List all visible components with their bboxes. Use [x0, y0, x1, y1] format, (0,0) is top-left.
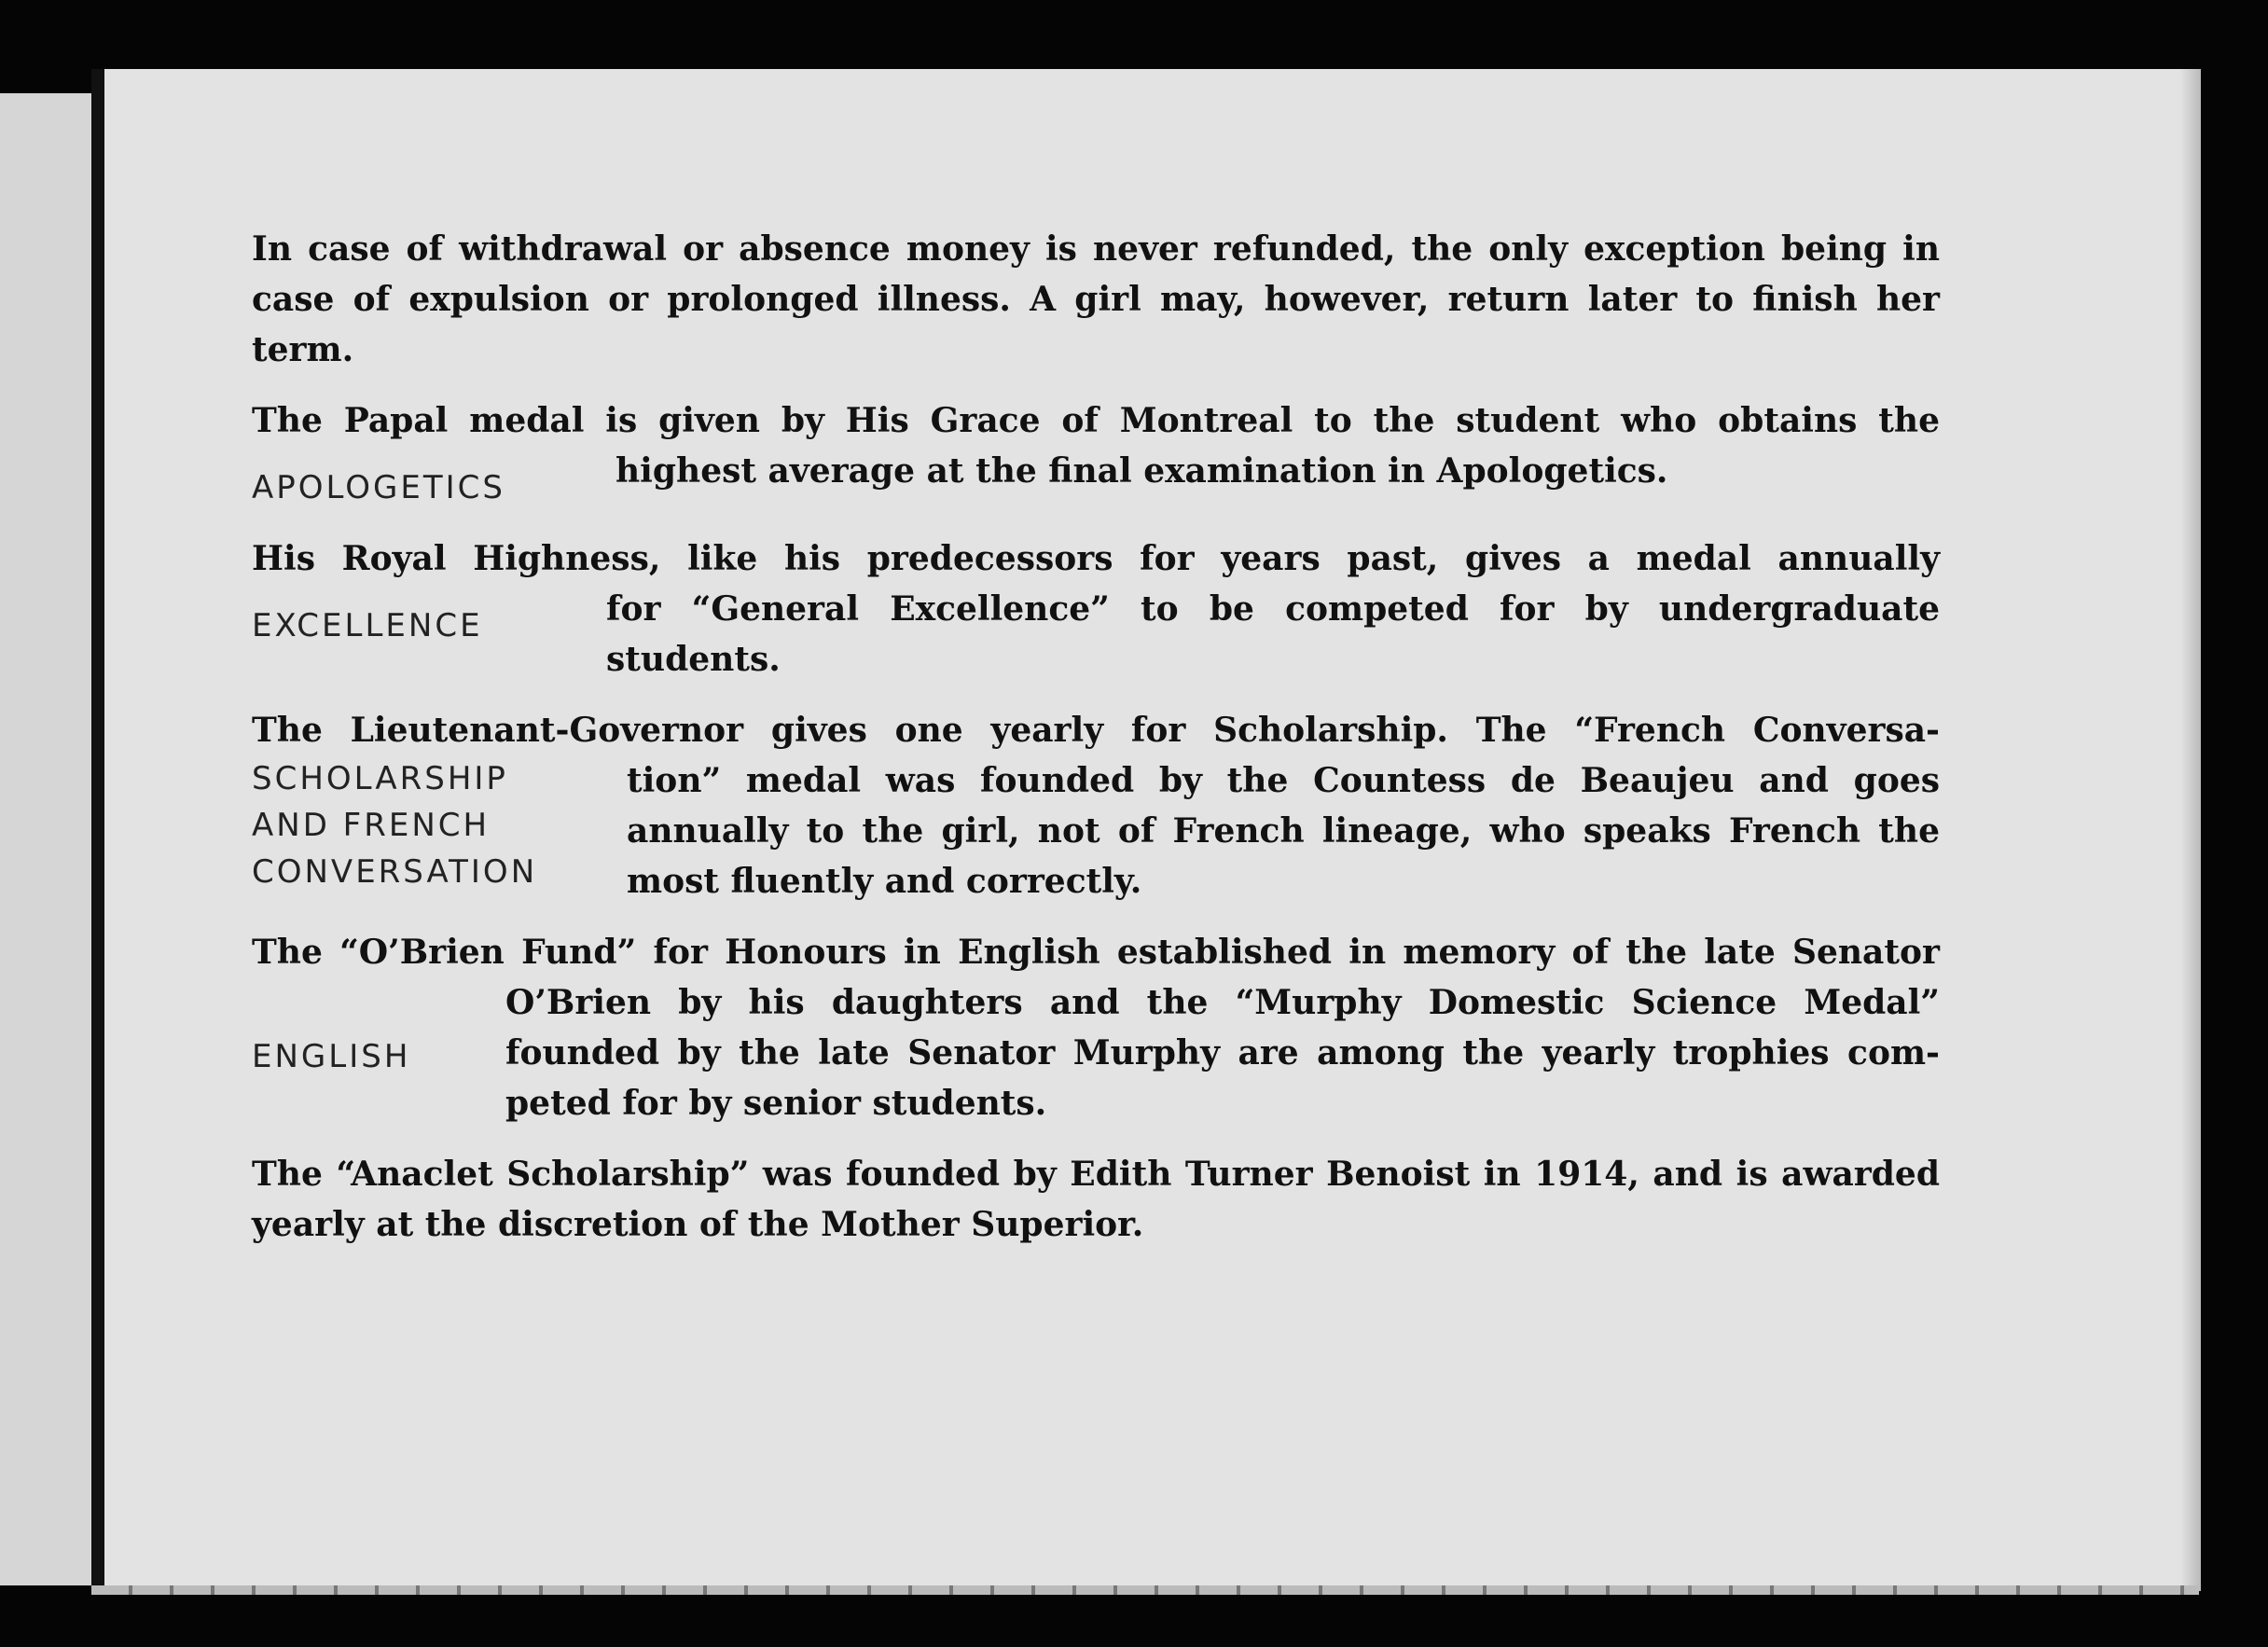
- scholarship-entry: [252, 705, 1940, 907]
- scholarship-label-line: SCHOLARSHIP: [252, 760, 508, 797]
- scholarship-lead: The Lieutenant-Governor gives one yearly for Scholarship. The “French Conversa-: [252, 711, 1940, 750]
- page-text: [252, 224, 1940, 1250]
- anaclet-paragraph: The “Anaclet Scholarship” was founded by Edith Turner Benoist in 1914, and is awarded yearly at the discretion of the Mother Superior.: [252, 1155, 1940, 1244]
- excellence-label: EXCELLENCE: [252, 607, 483, 644]
- apologetics-label: APOLOGETICS: [252, 469, 505, 506]
- scholarship-label-line: CONVERSATION: [252, 853, 538, 891]
- apologetics-entry: [252, 395, 1940, 513]
- left-page-edge: [0, 93, 91, 1585]
- excellence-lead: His Royal Highness, like his predecessors for years past, gives a medal annually: [252, 539, 1940, 578]
- apologetics-body: highest average at the final examination in Apologetics.: [615, 451, 1668, 491]
- english-lead: The “O’Brien Fund” for Honours in English established in memory of the late Senator: [252, 933, 1940, 972]
- excellence-body: for “General Excellence” to be competed for by undergraduate students.: [606, 589, 1940, 679]
- scholarship-label-line: AND FRENCH: [252, 807, 491, 844]
- english-body: O’Brien by his daughters and the “Murphy Domestic Science Medal” founded by the late Senator Murphy are among the yearly trophies com- peted for by senior students.: [505, 983, 1940, 1123]
- scholarship-label: [252, 755, 627, 907]
- scholarship-body: tion” medal was founded by the Countess de Beaujeu and goes annually to the girl, not of French lineage, who speaks French the most fluently and correctly.: [627, 761, 1940, 901]
- excellence-entry: [252, 533, 1940, 685]
- page-edge-shadow: [2180, 69, 2201, 1591]
- english-label: ENGLISH: [252, 1038, 411, 1075]
- withdrawal-paragraph: In case of withdrawal or absence money is never refunded, the only exception being in case of expulsion or prolonged illness. A girl may, however, return later to finish her term.: [252, 229, 1940, 369]
- page-bottom-edge: [91, 1585, 2199, 1595]
- english-entry: [252, 927, 1940, 1128]
- apologetics-lead: The Papal medal is given by His Grace of Montreal to the student who obtains the: [252, 401, 1940, 440]
